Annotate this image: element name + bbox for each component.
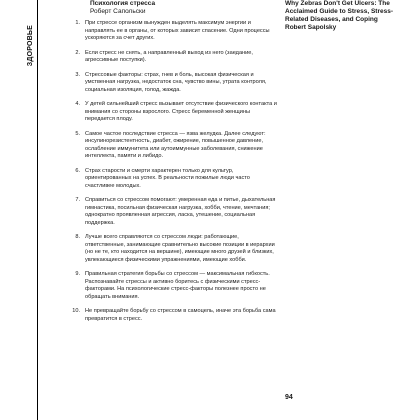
list-item <box>60 308 280 323</box>
list-item-number: 4. <box>75 101 80 107</box>
list-item <box>60 168 280 191</box>
list-item-number: 1. <box>75 20 80 26</box>
list-item <box>60 101 280 124</box>
section-label: ЗДОРОВЬЕ <box>27 25 34 67</box>
summary-list <box>60 20 280 330</box>
list-item-text: Не превращайте борьбу со стрессом в самоцель, иначе эта борьба сама превратится в стресс. <box>85 308 276 322</box>
book-title: Психология стресса <box>90 0 156 7</box>
list-item <box>60 72 280 95</box>
list-item <box>60 197 280 227</box>
list-item <box>60 131 280 161</box>
list-item-number: 6. <box>75 167 80 174</box>
list-item-text: У детей сильнейший стресс вызывает отсутствие физического контакта и внимания со стороны взрослого. Стресс беременной женщины передается плоду. <box>85 101 277 122</box>
original-title: Why Zebras Don't Get Ulcers: The Acclaimed Guide to Stress, Stress-Related Diseases, and Coping <box>285 0 394 23</box>
list-item-number: 10. <box>72 308 80 314</box>
list-item <box>60 50 280 65</box>
list-item <box>60 20 280 43</box>
list-item-text: Справиться со стрессом помогают: умеренная еда и питье, дыхательная гимнастика, посильная физическая нагрузка, хобби, чтение, мечтания; однократно проявленная агрессия, ласка, утешение, социальная поддержка. <box>85 197 276 226</box>
book-header <box>90 0 280 16</box>
original-author: Robert Sapolsky <box>285 24 337 31</box>
book-author: Роберт Сапольски <box>90 8 146 15</box>
list-item <box>60 271 280 301</box>
section-divider <box>37 0 38 420</box>
list-item-number: 8. <box>75 234 80 240</box>
original-title-block <box>285 0 410 32</box>
page-number: 94 <box>285 394 293 401</box>
list-item-text: Стрессовые факторы: страх, гнев и боль, высокая физическая и умственная нагрузка, недостаток сна, чувство вины, утрата контроля, социальная изоляция, голод, жажда. <box>85 71 267 93</box>
list-item-number: 5. <box>75 130 80 137</box>
list-item-text: Если стресс не снять, а направленный выход из него (заедание, агрессивные поступки). <box>85 49 253 63</box>
list-item-text: Лучше всего справляются со стрессом люди: работающие, ответственные, занимающие сравнительно высокие позиции в иерархии (но не те, кто находится на вершине), имеющие много друзей и близких, увлекающиеся физическими упражнениями, имеющие хобби. <box>85 234 275 263</box>
list-item-number: 3. <box>75 71 80 78</box>
list-item-text: Самое частое последствие стресса — язва желудка. Далее следуют: инсулинорезистентность, диабет, ожирение, повышенное давление, ослабление иммунитета или аутоиммунные заболевания, снижение интеллекта, памяти и либидо. <box>85 130 266 159</box>
list-item <box>60 234 280 264</box>
list-item-number: 9. <box>75 271 80 277</box>
list-item-text: Страх старости и смерти характерен только для культур, ориентированных на успех. В реальности пожилые люди часто счастливее молодых. <box>85 167 250 189</box>
list-item-text: Правильная стратегия борьбы со стрессом — максимальная гибкость. Распознавайте стрессы и активно боритесь с физическими стресс-факторами. На психологические стресс-факторы полезнее просто не обращать внимания. <box>85 271 270 300</box>
list-item-number: 7. <box>75 197 80 203</box>
list-item-number: 2. <box>75 49 80 56</box>
list-item-text: При стрессе организм вынужден выделять максимум энергии и направлять ее в органы, от которых зависит спасение. Одни процессы ускоряются за счет других. <box>85 20 270 41</box>
